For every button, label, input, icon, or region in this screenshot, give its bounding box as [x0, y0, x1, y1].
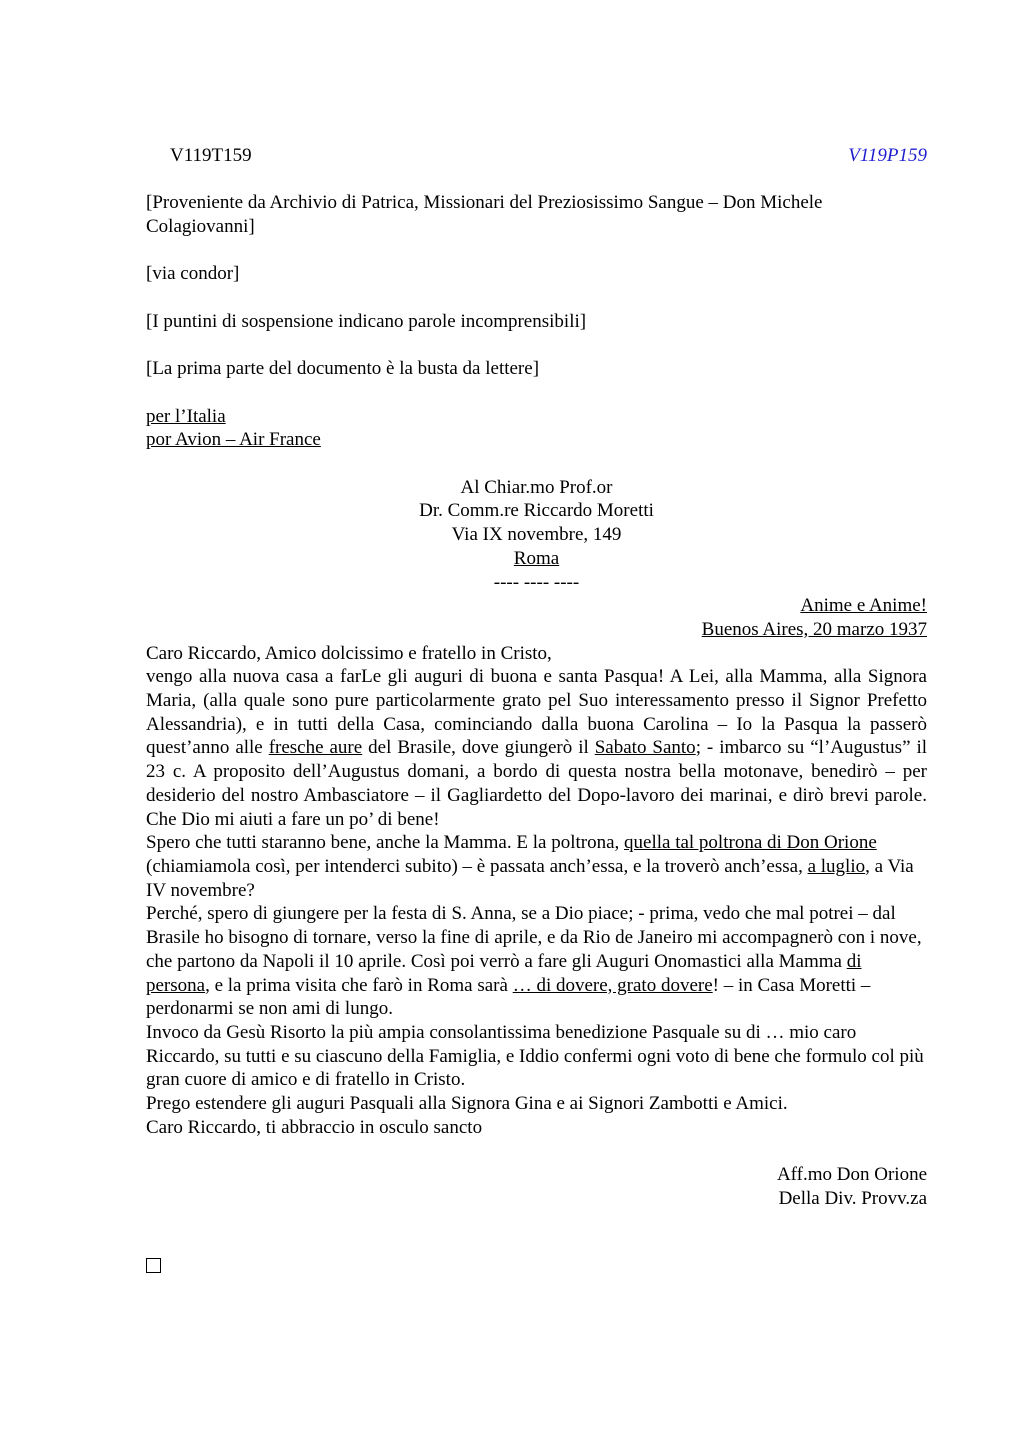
- paragraph: vengo alla nuova casa a farLe gli auguri di buona e santa Pasqua! A Lei, alla Mamma, alla Signora Maria, (alla quale sono pure particolarmente grato pel Suo interessamento presso il Signor Prefetto Alessandria), e in tutti della Casa, cominciando dalla buona Carolina – Io la Pasqua la passerò quest’anno alle fresche aure del Brasile, dove giungerò il Sabato Santo; - imbarco su “l’Augustus” il 23 c. A proposito dell’Augustus domani, a bordo di questa nostra bella motonave, benedirò – per desiderio del nostro Ambasciatore – il Gagliardetto del Dopo-lavoro dei marinai, e dirò brevi parole. Che Dio mi aiuti a fare un po’ di bene!: [146, 666, 928, 830]
- separator: ---- ---- ----: [493, 571, 580, 593]
- page-reference: V119P159: [848, 145, 927, 166]
- signature-line: Aff.mo Don Orione: [776, 1164, 927, 1186]
- signature-line: Della Div. Provv.za: [778, 1187, 927, 1209]
- envelope-routing: [146, 405, 927, 452]
- checkbox-square-icon: [146, 1258, 161, 1273]
- address-city: Roma: [513, 547, 560, 569]
- paragraph: Perché, spero di giungere per la festa di S. Anna, se a Dio piace; - prima, vedo che mal potrei – dal Brasile ho bisogno di tornare, verso la fine di aprile, e da Rio de Janeiro mi accompagnerò con i nove, che partono da Napoli il 10 aprile. Così poi verrò a fare gli Auguri Onomastici alla Mamma di persona, e la prima visita che farò in Roma sarà … di dovere, grato dovere! – in Casa Moretti – perdonarmi se non ami di lungo.: [146, 903, 922, 1020]
- routing-line: por Avion – Air France: [146, 429, 321, 451]
- paragraph: Invoco da Gesù Risorto la più ampia consolantissima benedizione Pasquale su di … mio caro Riccardo, su tutti e su ciascuno della Famiglia, e Iddio confermi ogni voto di bene che formulo col più gran cuore di amico e di fratello in Cristo.: [146, 1021, 924, 1091]
- paragraph: Spero che tutti staranno bene, anche la Mamma. E la poltrona, quella tal poltrona di Don Orione (chiamiamola così, per intenderci subito) – è passata anch’essa, e la troverò anch’essa, a luglio, a Via IV novembre?: [146, 832, 914, 901]
- address-line: Dr. Comm.re Riccardo Moretti: [419, 500, 654, 522]
- address-line: Al Chiar.mo Prof.or: [460, 476, 613, 498]
- ellipsis-note: [I puntini di sospensione indicano parole incomprensibili]: [146, 310, 587, 332]
- signature-block: [146, 1163, 927, 1210]
- transport-note: [via condor]: [146, 263, 240, 285]
- salutation: Caro Riccardo, Amico dolcissimo e fratello in Cristo,: [146, 642, 552, 664]
- document-page: [146, 144, 927, 1273]
- envelope-note: [La prima parte del documento è la busta da lettere]: [146, 358, 540, 380]
- letter-heading: [146, 594, 927, 641]
- place-date: Buenos Aires, 20 marzo 1937: [701, 618, 927, 640]
- paragraph: Prego estendere gli auguri Pasquali alla Signora Gina e ai Signori Zambotti e Amici.: [146, 1093, 788, 1115]
- archive-note: [Proveniente da Archivio di Patrica, Missionari del Preziosissimo Sangue – Don Michele Colagiovanni]: [146, 192, 823, 238]
- address-line: Via IX novembre, 149: [451, 524, 622, 546]
- page-header: [146, 144, 927, 168]
- document-id: V119T159: [170, 145, 252, 166]
- envelope-address: [146, 476, 927, 595]
- routing-line: per l’Italia: [146, 405, 226, 427]
- closing-line: Caro Riccardo, ti abbraccio in osculo sancto: [146, 1116, 483, 1138]
- motto: Anime e Anime!: [800, 595, 927, 617]
- letter-body: [146, 642, 927, 1140]
